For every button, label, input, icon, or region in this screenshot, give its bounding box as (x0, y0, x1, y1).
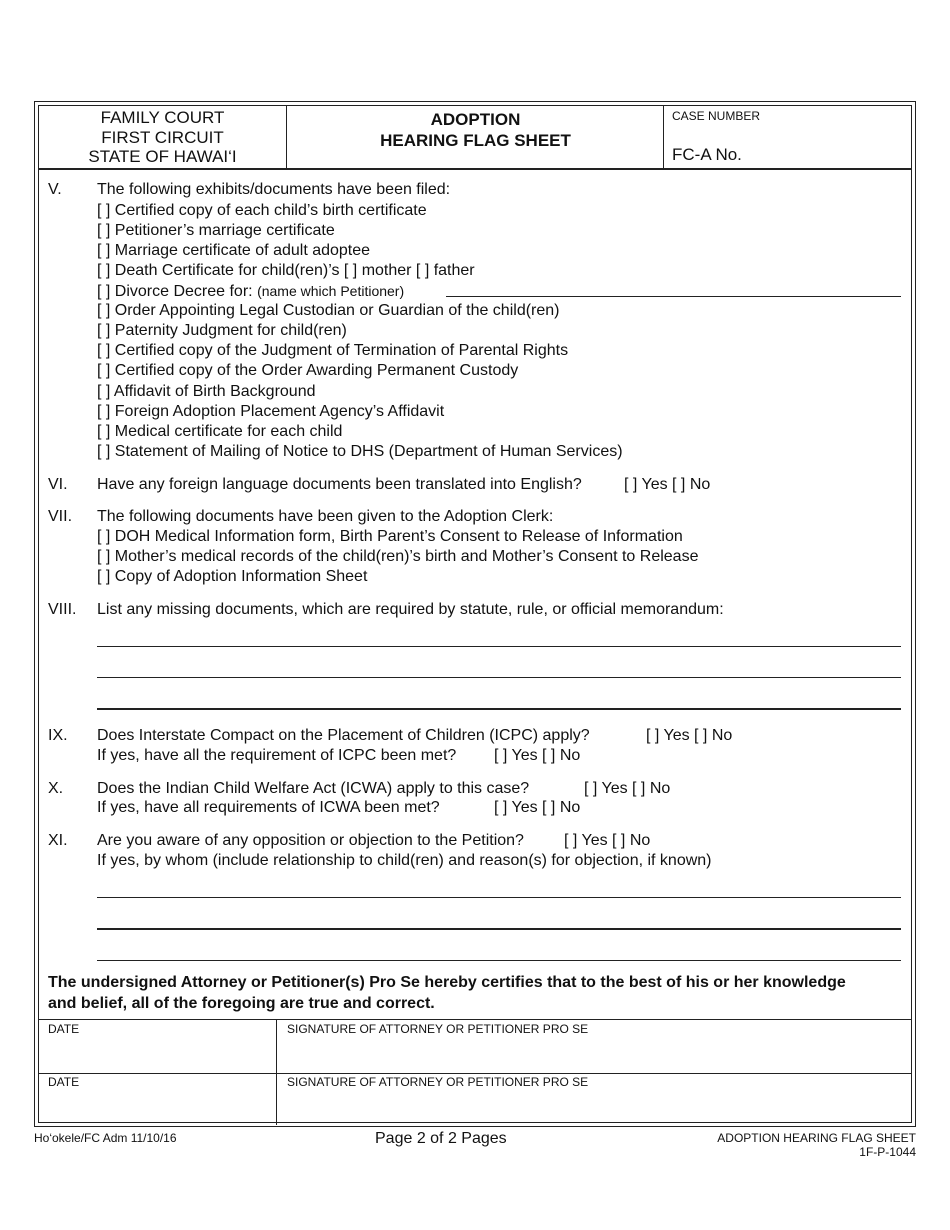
section-ix-yes-no-1[interactable]: [ ] Yes [ ] No (646, 727, 733, 744)
date-label-2: DATE (48, 1075, 80, 1089)
signature-row-2-border (38, 1073, 912, 1074)
section-vi-question: Have any foreign language documents been translated into English? (97, 476, 582, 493)
section-viii-number: VIII. (48, 601, 77, 618)
objection-line-1[interactable] (97, 897, 901, 898)
section-viii-question: List any missing documents, which are required by statute, rule, or official memorandum: (97, 601, 724, 618)
objection-line-2[interactable] (97, 928, 901, 930)
footer-revision: Ho‘okele/FC Adm 11/10/16 (34, 1131, 177, 1145)
missing-documents-line-2[interactable] (97, 677, 901, 678)
checkbox-permanent-custody-order[interactable]: [ ] Certified copy of the Order Awarding Permanent Custody (97, 362, 519, 379)
checkbox-adult-marriage-certificate[interactable]: [ ] Marriage certificate of adult adoptee (97, 242, 371, 259)
section-x-yes-no-1[interactable]: [ ] Yes [ ] No (584, 780, 671, 797)
case-number-field[interactable]: FC-A No. (672, 145, 742, 164)
section-v-number: V. (48, 181, 62, 198)
objection-line-3[interactable] (97, 960, 901, 961)
signature-column-divider (276, 1019, 277, 1125)
form-header (39, 106, 911, 170)
section-ix-question-2: If yes, have all the requirement of ICPC been met? (97, 747, 457, 764)
checkbox-mother-medical-records[interactable]: [ ] Mother’s medical records of the child(ren)’s birth and Mother’s Consent to Release (97, 548, 699, 565)
case-number-label: CASE NUMBER (672, 109, 761, 123)
section-x-number: X. (48, 780, 64, 797)
certification-line-1: The undersigned Attorney or Petitioner(s) Pro Se hereby certifies that to the best of his or her knowledge (48, 974, 846, 991)
section-ix-question-1: Does Interstate Compact on the Placement of Children (ICPC) apply? (97, 727, 590, 744)
divorce-decree-hint: (name which Petitioner) (257, 283, 405, 299)
date-label-1: DATE (48, 1022, 80, 1036)
divorce-decree-label: [ ] Divorce Decree for: (97, 283, 253, 300)
section-v-intro: The following exhibits/documents have been filed: (97, 181, 451, 198)
certification-line-2: and belief, all of the foregoing are true and correct. (48, 995, 435, 1012)
missing-documents-line-1[interactable] (97, 646, 901, 647)
checkbox-adoption-information-sheet[interactable]: [ ] Copy of Adoption Information Sheet (97, 568, 368, 585)
checkbox-birth-certificate[interactable]: [ ] Certified copy of each child’s birth certificate (97, 202, 427, 219)
checkbox-medical-certificate[interactable]: [ ] Medical certificate for each child (97, 423, 343, 440)
checkbox-marriage-certificate[interactable]: [ ] Petitioner’s marriage certificate (97, 222, 335, 239)
section-vi-number: VI. (48, 476, 68, 493)
checkbox-foreign-agency-affidavit[interactable]: [ ] Foreign Adoption Placement Agency’s Affidavit (97, 403, 445, 420)
checkbox-death-certificate[interactable]: [ ] Death Certificate for child(ren)’s [ ] mother [ ] father (97, 262, 475, 279)
checkbox-divorce-decree[interactable] (97, 281, 404, 302)
signature-label-1: SIGNATURE OF ATTORNEY OR PETITIONER PRO SE (287, 1022, 589, 1036)
footer-form-title: ADOPTION HEARING FLAG SHEET (717, 1131, 916, 1145)
court-state: STATE OF HAWAI‘I (88, 147, 237, 166)
signature-row-1-border (38, 1019, 912, 1020)
footer-page-number: Page 2 of 2 Pages (375, 1130, 507, 1147)
form-title-line2: HEARING FLAG SHEET (380, 131, 571, 150)
case-number-block[interactable] (665, 106, 911, 168)
section-xi-question-1: Are you aware of any opposition or objection to the Petition? (97, 832, 524, 849)
checkbox-birth-background-affidavit[interactable]: [ ] Affidavit of Birth Background (97, 383, 316, 400)
checkbox-dhs-notice[interactable]: [ ] Statement of Mailing of Notice to DHS (Department of Human Services) (97, 443, 623, 460)
section-ix-number: IX. (48, 727, 68, 744)
footer-form-number: 1F-P-1044 (859, 1145, 916, 1159)
section-vi-yes-no[interactable]: [ ] Yes [ ] No (624, 476, 711, 493)
section-x-yes-no-2[interactable]: [ ] Yes [ ] No (494, 799, 581, 816)
section-vii-intro: The following documents have been given to the Adoption Clerk: (97, 508, 554, 525)
court-name: FAMILY COURT (100, 108, 225, 127)
divorce-decree-name-field[interactable] (446, 296, 901, 297)
section-x-question-1: Does the Indian Child Welfare Act (ICWA) apply to this case? (97, 780, 530, 797)
court-circuit: FIRST CIRCUIT (101, 127, 224, 147)
checkbox-termination-judgment[interactable]: [ ] Certified copy of the Judgment of Termination of Parental Rights (97, 342, 569, 359)
checkbox-legal-custodian-order[interactable]: [ ] Order Appointing Legal Custodian or Guardian of the child(ren) (97, 302, 560, 319)
section-xi-yes-no-1[interactable]: [ ] Yes [ ] No (564, 832, 651, 849)
section-vii-number: VII. (48, 508, 73, 525)
section-xi-number: XI. (48, 832, 68, 849)
checkbox-paternity-judgment[interactable]: [ ] Paternity Judgment for child(ren) (97, 322, 347, 339)
section-x-question-2: If yes, have all requirements of ICWA been met? (97, 799, 440, 816)
court-block (39, 106, 287, 168)
section-xi-question-2: If yes, by whom (include relationship to child(ren) and reason(s) for objection, if known) (97, 852, 712, 869)
section-ix-yes-no-2[interactable]: [ ] Yes [ ] No (494, 747, 581, 764)
signature-label-2: SIGNATURE OF ATTORNEY OR PETITIONER PRO SE (287, 1075, 589, 1089)
missing-documents-line-3[interactable] (97, 708, 901, 710)
checkbox-doh-medical-form[interactable]: [ ] DOH Medical Information form, Birth Parent’s Consent to Release of Information (97, 528, 683, 545)
form-title-block (288, 106, 664, 168)
form-title-line1: ADOPTION (430, 110, 521, 129)
